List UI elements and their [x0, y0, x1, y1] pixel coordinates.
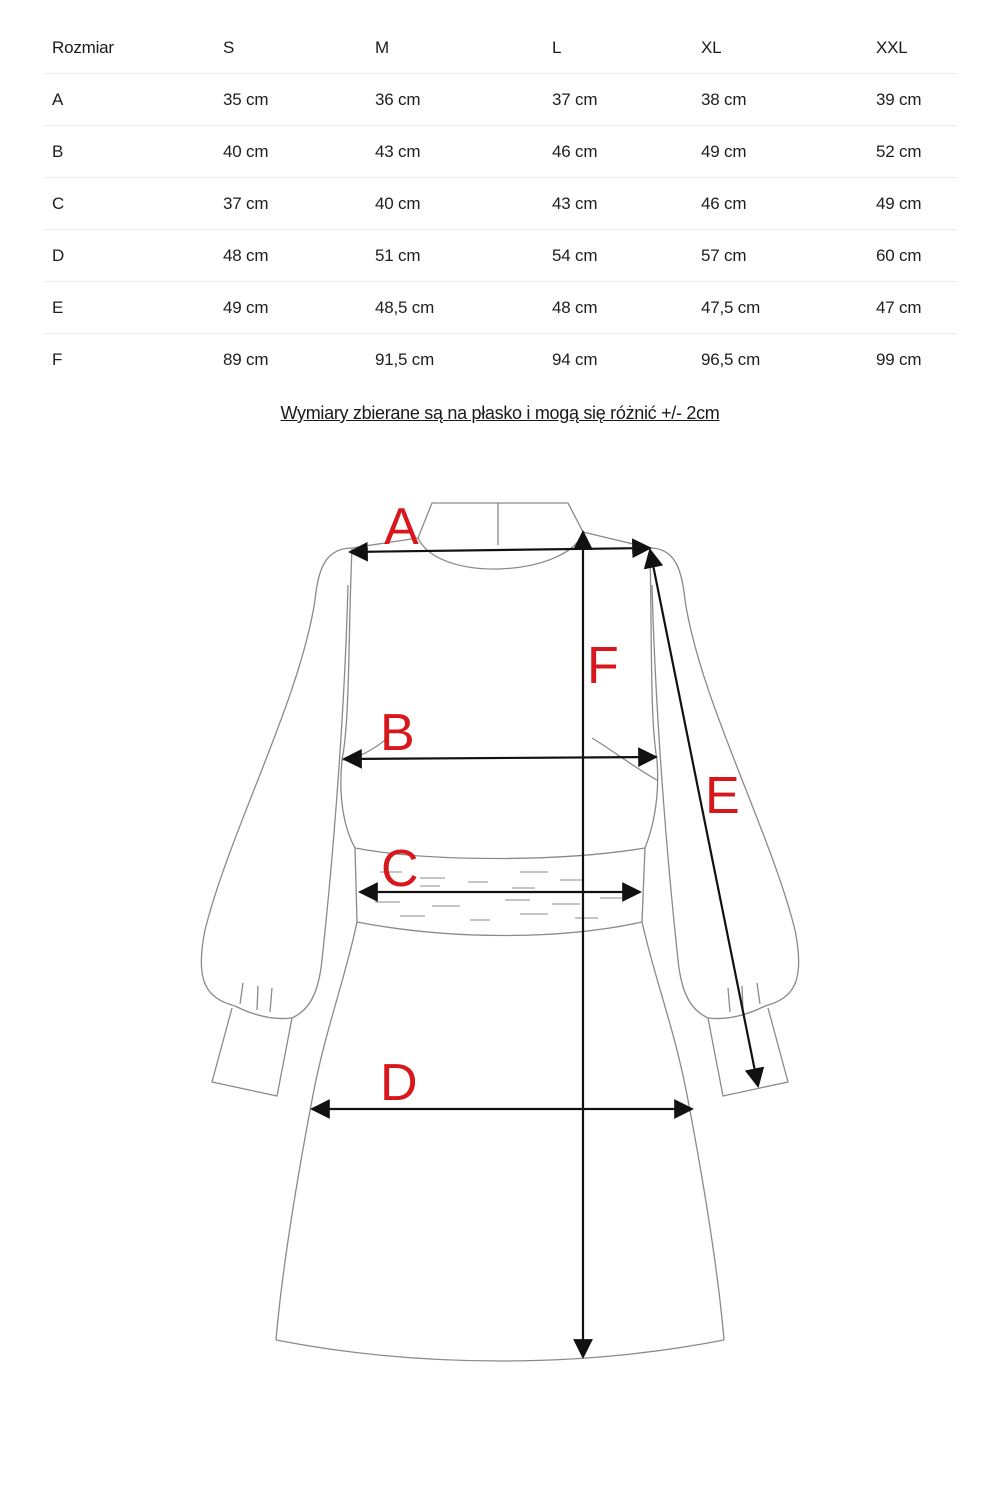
header-s: S: [215, 22, 367, 74]
table-cell: 37 cm: [215, 178, 367, 230]
table-cell: 49 cm: [693, 126, 868, 178]
row-label: E: [44, 282, 215, 334]
measurement-labels: [380, 498, 740, 1112]
table-cell: 91,5 cm: [375, 349, 435, 369]
table-row: [44, 178, 957, 230]
table-row: [44, 74, 957, 126]
label-e: E: [705, 767, 740, 825]
header-xl: XL: [693, 22, 868, 74]
table-cell: 38 cm: [693, 74, 868, 126]
label-c: C: [381, 840, 419, 898]
row-label: C: [44, 178, 215, 230]
table-cell: 43 cm: [367, 126, 544, 178]
table-row: [44, 282, 957, 334]
header-xxl: XXL: [868, 22, 957, 74]
table-cell: 35 cm: [215, 74, 367, 126]
header-m: M: [367, 22, 544, 74]
table-cell: 47,5 cm: [693, 282, 868, 334]
table-header-row: [44, 22, 957, 74]
table-cell: 46 cm: [693, 178, 868, 230]
row-label: D: [44, 230, 215, 282]
table-cell: 46 cm: [544, 126, 693, 178]
table-cell: 40 cm: [215, 126, 367, 178]
dress-outline: [201, 503, 799, 1361]
label-b: B: [380, 704, 415, 762]
table-cell: 49 cm: [215, 282, 367, 334]
header-size: Rozmiar: [44, 22, 215, 74]
table-cell: 57 cm: [693, 230, 868, 282]
table-cell: 40 cm: [367, 178, 544, 230]
table-cell: 51 cm: [367, 230, 544, 282]
row-label: A: [44, 74, 215, 126]
table-cell: 48 cm: [544, 282, 693, 334]
row-label: F: [52, 349, 63, 369]
table-cell: 96,5 cm: [701, 349, 761, 369]
table-cell: 49 cm: [868, 178, 957, 230]
table-row: [44, 230, 957, 282]
table-cell: 99 cm: [876, 349, 922, 369]
measurement-arrows: [312, 532, 758, 1357]
size-table: [44, 22, 957, 385]
table-cell: 48,5 cm: [367, 282, 544, 334]
label-f: F: [587, 637, 619, 695]
table-cell: 89 cm: [223, 349, 269, 369]
table-cell: 47 cm: [868, 282, 957, 334]
measurement-note: Wymiary zbierane są na płasko i mogą się różnić +/- 2cm: [280, 403, 720, 423]
table-cell: 37 cm: [544, 74, 693, 126]
header-l: L: [544, 22, 693, 74]
table-cell: 48 cm: [215, 230, 367, 282]
table-cell: 60 cm: [868, 230, 957, 282]
row-label: B: [44, 126, 215, 178]
table-row: [44, 126, 957, 178]
table-cell: 43 cm: [544, 178, 693, 230]
label-d: D: [380, 1054, 418, 1112]
table-cell: 54 cm: [544, 230, 693, 282]
table-row: [44, 334, 957, 386]
table-cell: 36 cm: [367, 74, 544, 126]
label-a: A: [384, 498, 419, 556]
arrow-e: [650, 550, 758, 1086]
table-cell: 94 cm: [552, 349, 598, 369]
dress-outline-icon: [0, 440, 1000, 1400]
table-cell: 52 cm: [868, 126, 957, 178]
table-cell: 39 cm: [868, 74, 957, 126]
